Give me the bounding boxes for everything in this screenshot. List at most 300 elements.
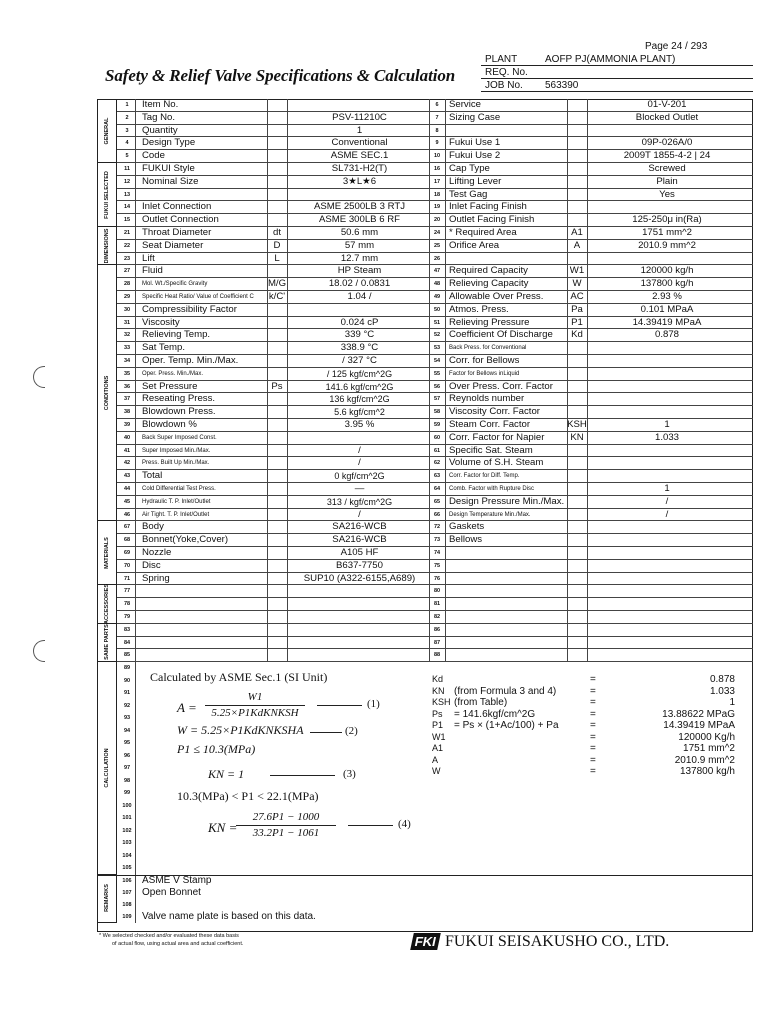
field-value-left: SUP10 (A322-6155,A689) xyxy=(303,572,416,584)
result-value: 14.39419 MPaA xyxy=(663,720,735,732)
field-label-right: Sizing Case xyxy=(449,111,501,123)
field-label-left: Reseating Press. xyxy=(142,393,216,405)
unit-symbol-right: KN xyxy=(570,431,584,443)
field-value-right: Blocked Outlet xyxy=(635,111,699,123)
field-label-left: Nozzle xyxy=(142,547,172,558)
result-equals: = xyxy=(590,766,596,778)
spec-row xyxy=(117,509,753,522)
result-value: 0.878 xyxy=(709,674,735,686)
row-number-right: 60 xyxy=(433,434,441,441)
field-label-left: Disc xyxy=(142,559,161,571)
row-number-right: 82 xyxy=(433,614,441,620)
header-row xyxy=(481,53,753,66)
row-number-right: 66 xyxy=(433,511,441,518)
section-label-text: SAME PARTS xyxy=(103,624,110,661)
field-label-left: Relieving Temp. xyxy=(142,329,211,341)
spec-row xyxy=(117,496,753,509)
field-value-left: 3.95 % xyxy=(344,419,375,430)
field-label-left: Mol. Wt./Specific Gravity xyxy=(142,281,208,288)
row-number-left: 38 xyxy=(123,409,131,416)
field-label-left: Super Imposed Min./Max. xyxy=(142,447,211,454)
formula-5: 10.3(MPa) < P1 < 22.1(MPa) xyxy=(177,789,319,804)
row-number-left: 83 xyxy=(123,626,131,633)
result-value: 1 xyxy=(729,697,735,709)
section-label-materials xyxy=(97,521,117,585)
row-number-right: 61 xyxy=(433,447,441,454)
row-number-right: 20 xyxy=(433,217,441,224)
result-equals: = xyxy=(590,708,596,720)
row-number-left: 14 xyxy=(123,204,131,211)
row-number-right: 88 xyxy=(433,652,441,659)
row-number-left: 37 xyxy=(123,396,131,403)
header-value: 563390 xyxy=(545,80,579,91)
row-number-right: 72 xyxy=(433,524,441,531)
row-number-right: 80 xyxy=(433,588,441,595)
header-key: JOB No. xyxy=(485,80,523,91)
result-note: = 141.6kgf/cm^2G xyxy=(454,708,536,720)
field-value-left: PSV-11210C xyxy=(332,111,387,123)
row-number-right: 51 xyxy=(433,319,441,326)
field-value-left: 0 kgf/cm^2G xyxy=(334,471,385,482)
row-number-right: 8 xyxy=(435,127,439,134)
row-number-left: 45 xyxy=(123,498,131,505)
row-number-right: 6 xyxy=(435,102,439,108)
row-number-right: 55 xyxy=(433,370,441,377)
spec-row xyxy=(117,368,753,381)
field-label-left: Cold Differential Test Press. xyxy=(142,486,216,492)
footnote-line-2: of actual flow, using actual area and actual coefficient. xyxy=(112,941,244,947)
formula-6-leader xyxy=(348,825,393,826)
field-value-right: 09P-026A/0 xyxy=(641,137,693,149)
row-number-left: 69 xyxy=(123,550,131,556)
field-label-right: Service xyxy=(449,99,481,110)
spec-row xyxy=(117,534,753,547)
field-label-right: Volume of S.H. Steam xyxy=(449,457,544,469)
field-value-left: ASME 2500LB 3 RTJ xyxy=(313,201,405,213)
field-label-right: Over Press. Corr. Factor xyxy=(449,380,553,392)
result-symbol: A xyxy=(432,754,439,765)
field-value-right: 0.878 xyxy=(654,329,679,341)
spec-row xyxy=(117,624,753,637)
field-value-right: 1751 mm^2 xyxy=(642,227,692,238)
row-number-right: 62 xyxy=(433,460,441,467)
result-equals: = xyxy=(590,743,596,755)
header-info-box xyxy=(481,53,753,92)
spec-row xyxy=(117,201,753,214)
formula-lhs: A = xyxy=(177,700,197,716)
section-label-text: ACCESSORIES xyxy=(103,584,110,625)
field-value-left: 0.024 cP xyxy=(340,316,379,328)
field-label-left: Viscosity xyxy=(142,316,180,328)
row-number-right: 86 xyxy=(433,626,441,633)
row-number-right: 7 xyxy=(435,114,439,121)
row-number-left: 11 xyxy=(124,166,130,172)
field-value-left: 18.02 / 0.0831 xyxy=(328,278,391,290)
page-number: Page 24 / 293 xyxy=(645,41,708,52)
row-number-left: 84 xyxy=(123,639,131,646)
spec-row xyxy=(117,265,753,278)
result-symbol: P1 xyxy=(432,720,444,731)
field-value-right: 2.93 % xyxy=(652,291,682,302)
unit-symbol-right: A xyxy=(573,239,581,251)
result-value: 2010.9 mm^2 xyxy=(674,754,735,766)
field-label-right: Design Pressure Min./Max. xyxy=(449,495,565,507)
spec-row xyxy=(117,611,753,624)
field-value-right: / xyxy=(665,508,669,520)
result-value: 13.88622 MPaG xyxy=(662,708,735,720)
field-label-left: Inlet Connection xyxy=(142,201,212,213)
row-number-right: 18 xyxy=(433,191,441,198)
unit-symbol-left: dt xyxy=(272,227,281,238)
row-number-right: 75 xyxy=(433,562,441,569)
remark-text: Open Bonnet xyxy=(142,886,201,898)
column-divider xyxy=(287,99,288,662)
row-number-right: 59 xyxy=(433,422,441,428)
calc-row-number: 97 xyxy=(123,765,131,772)
field-value-left: HP Steam xyxy=(337,265,382,277)
spec-row xyxy=(117,483,753,496)
result-equals: = xyxy=(590,731,596,743)
result-note: (from Formula 3 and 4) xyxy=(454,685,557,697)
unit-symbol-right: Pa xyxy=(571,303,583,315)
row-number-left: 28 xyxy=(123,281,131,288)
company-brand xyxy=(412,933,669,951)
field-label-right: Atmos. Press. xyxy=(449,303,509,315)
section-label-dimensions xyxy=(97,227,117,265)
field-label-left: Bonnet(Yoke,Cover) xyxy=(142,534,229,546)
field-value-left: ASME SEC.1 xyxy=(330,150,389,162)
result-symbol: KN xyxy=(432,685,445,696)
field-value-left: SA216-WCB xyxy=(332,521,387,533)
field-label-left: Compressibility Factor xyxy=(142,303,237,315)
formula-tag: (2) xyxy=(345,725,358,738)
result-equals: = xyxy=(590,697,596,709)
field-label-right: Cap Type xyxy=(449,163,490,174)
formula-1-bar xyxy=(205,705,305,706)
row-number-right: 64 xyxy=(433,486,441,492)
field-label-right: Design Temperature Min./Max. xyxy=(449,511,531,518)
row-number-left: 21 xyxy=(123,230,131,236)
section-label-accessories xyxy=(97,585,117,623)
company-name: FUKUI SEISAKUSHO CO., LTD. xyxy=(444,933,670,950)
field-label-left: Total xyxy=(142,470,163,482)
spec-row xyxy=(117,278,753,291)
row-number-left: 15 xyxy=(123,217,131,224)
field-label-left: Nominal Size xyxy=(142,175,199,187)
row-number-left: 85 xyxy=(123,652,131,659)
section-label-text: MATERIALS xyxy=(103,537,110,569)
result-symbol: W xyxy=(432,766,441,777)
calc-row-number: 94 xyxy=(123,727,131,734)
section-label-conditions xyxy=(97,265,117,521)
field-value-right: 01-V-201 xyxy=(647,99,687,110)
row-number-left: 22 xyxy=(123,242,131,249)
row-number-left: 33 xyxy=(123,345,131,352)
header-row xyxy=(481,79,753,92)
section-label-text: CONDITIONS xyxy=(103,375,110,411)
remark-number: 106 xyxy=(122,877,132,884)
row-number-right: 54 xyxy=(433,358,441,364)
unit-symbol-right: W xyxy=(572,278,582,290)
row-number-left: 32 xyxy=(123,332,131,339)
result-symbol: Ps xyxy=(432,708,443,719)
field-value-left: 12.7 mm xyxy=(340,252,379,264)
formula-tag: (4) xyxy=(398,818,411,831)
row-number-right: 53 xyxy=(433,345,441,352)
calc-row-number: 100 xyxy=(122,802,132,809)
header-key: PLANT xyxy=(485,54,518,65)
field-value-right: 2009T 1855-4-2 | 24 xyxy=(623,150,711,162)
spec-row xyxy=(117,240,753,253)
field-label-left: Set Pressure xyxy=(142,380,198,392)
spec-row xyxy=(117,150,753,163)
field-label-right: Factor for Bellows inLiquid xyxy=(449,370,520,377)
calc-row-number: 96 xyxy=(123,752,131,759)
field-value-right: 120000 kg/h xyxy=(640,265,694,277)
field-value-right: Plain xyxy=(656,175,678,187)
formula-4: KN = 1 xyxy=(208,767,245,782)
remark-number: 107 xyxy=(122,889,132,896)
calc-row-number: 101 xyxy=(122,815,132,822)
row-number-left: 67 xyxy=(123,524,131,531)
row-number-left: 5 xyxy=(125,153,129,160)
document-title: Safety & Relief Valve Specifications & Calculation xyxy=(105,66,456,85)
spec-row xyxy=(117,189,753,202)
result-equals: = xyxy=(590,720,596,732)
remark-number: 108 xyxy=(122,901,132,908)
field-label-right: Coefficient Of Discharge xyxy=(449,329,553,341)
row-number-left: 41 xyxy=(123,447,131,454)
field-value-right: 1 xyxy=(664,419,670,430)
unit-symbol-right: W1 xyxy=(569,265,585,277)
row-number-left: 29 xyxy=(123,294,131,300)
row-number-left: 2 xyxy=(125,114,129,121)
row-number-left: 43 xyxy=(123,473,131,480)
calc-row-number: 93 xyxy=(123,715,131,722)
field-value-right: 137800 kg/h xyxy=(640,278,694,290)
field-label-left: Lift xyxy=(142,252,155,264)
row-number-left: 4 xyxy=(125,140,129,147)
field-label-right: Viscosity Corr. Factor xyxy=(449,406,540,418)
unit-symbol-right: AC xyxy=(570,291,584,302)
row-number-right: 74 xyxy=(433,550,441,556)
field-value-right: / xyxy=(665,495,669,507)
calc-row-number: 90 xyxy=(123,677,131,684)
spec-row xyxy=(117,253,753,266)
field-label-left: Spring xyxy=(142,572,170,584)
result-symbol: KSH xyxy=(432,697,451,708)
formula-lhs: KN = xyxy=(208,820,238,836)
section-label-calculation xyxy=(97,662,117,875)
field-label-right: Specific Sat. Steam xyxy=(449,444,533,456)
footnote-line-1: * We selected checked and/or evaluated these data basis xyxy=(99,933,239,939)
section-label-text: DIMENSIONS xyxy=(103,228,110,264)
section-label-same-parts xyxy=(97,624,117,662)
row-number-left: 46 xyxy=(123,511,131,518)
fki-logo: FKI xyxy=(410,933,441,950)
spec-row xyxy=(117,112,753,125)
row-number-left: 27 xyxy=(123,268,131,275)
field-value-right: 1 xyxy=(664,483,670,494)
formula-1-leader xyxy=(317,705,362,706)
field-label-left: Sat Temp. xyxy=(142,342,186,354)
spec-row xyxy=(117,163,753,176)
field-value-left: / xyxy=(358,508,361,520)
field-value-left: 339 °C xyxy=(344,329,375,341)
unit-symbol-right: KSH xyxy=(567,419,587,430)
row-number-left: 44 xyxy=(123,486,131,492)
row-number-left: 3 xyxy=(125,127,129,134)
row-number-right: 63 xyxy=(433,473,441,480)
spec-row xyxy=(117,649,753,662)
field-label-right: Relieving Pressure xyxy=(449,316,530,328)
result-value: 120000 Kg/h xyxy=(678,731,735,743)
spec-row xyxy=(117,598,753,611)
spec-row xyxy=(117,637,753,650)
field-value-right: 14.39419 MPaA xyxy=(632,316,702,328)
spec-row xyxy=(117,304,753,317)
field-label-left: Design Type xyxy=(142,137,196,149)
calc-row-number: 103 xyxy=(122,840,132,847)
field-label-left: Tag No. xyxy=(142,111,176,123)
formula-tag: (1) xyxy=(367,698,380,711)
field-value-right: 2010.9 mm^2 xyxy=(638,239,696,251)
row-number-right: 9 xyxy=(435,140,439,147)
row-number-left: 31 xyxy=(123,319,131,326)
row-number-right: 16 xyxy=(433,166,441,172)
row-number-left: 42 xyxy=(123,460,131,467)
formula-6-bar xyxy=(236,825,336,826)
formula-denominator: 5.25×P1KdKNKSH xyxy=(211,707,299,720)
row-number-right: 87 xyxy=(433,639,441,646)
section-label-general xyxy=(97,99,117,163)
spec-row xyxy=(117,406,753,419)
field-label-right: Inlet Facing Finish xyxy=(449,201,527,213)
result-note: = Ps × (1+Ac/100) + Pa xyxy=(454,720,559,732)
header-key: REQ. No. xyxy=(485,67,528,78)
calc-row-number: 91 xyxy=(123,690,131,697)
field-value-left: ASME 300LB 6 RF xyxy=(318,214,401,226)
field-label-right: Required Capacity xyxy=(449,265,528,277)
spec-row xyxy=(117,445,753,458)
field-label-right: Test Gag xyxy=(449,188,488,200)
calc-row-number: 102 xyxy=(122,827,132,834)
unit-symbol-left: M/G xyxy=(267,278,287,290)
row-number-left: 40 xyxy=(123,434,131,441)
row-number-right: 25 xyxy=(433,242,441,249)
row-number-left: 34 xyxy=(123,358,131,364)
calc-row-number: 92 xyxy=(123,702,131,709)
section-label-remarks xyxy=(97,875,117,923)
remark-text: Valve name plate is based on this data. xyxy=(142,910,316,922)
calc-row-number: 98 xyxy=(123,777,131,784)
row-number-left: 77 xyxy=(123,588,131,595)
column-divider xyxy=(567,99,568,662)
field-value-left: / 125 kgf/cm^2G xyxy=(326,368,393,379)
field-label-right: Fukui Use 1 xyxy=(449,137,501,149)
header-value: AOFP PJ(AMMONIA PLANT) xyxy=(545,54,676,65)
spec-row xyxy=(117,432,753,445)
field-label-right: * Required Area xyxy=(449,227,517,238)
field-value-right: 1.033 xyxy=(654,431,679,443)
section-label-fukui-selected xyxy=(97,163,117,227)
result-symbol: W1 xyxy=(432,731,446,742)
field-value-left: 3★L★6 xyxy=(342,175,377,187)
field-value-left: — xyxy=(354,483,365,494)
spec-row xyxy=(117,573,753,586)
calc-row-number: 89 xyxy=(123,665,131,672)
result-equals: = xyxy=(590,754,596,766)
spec-row xyxy=(117,560,753,573)
field-label-left: Code xyxy=(142,150,165,162)
section-label-text: FUKUI SELECTED xyxy=(103,170,110,219)
field-label-right: Outlet Facing Finish xyxy=(449,214,535,226)
formula-2: W = 5.25×P1KdKNKSHA xyxy=(177,723,304,738)
spec-row xyxy=(117,99,753,112)
unit-symbol-left: L xyxy=(274,252,280,264)
row-number-left: 30 xyxy=(123,306,131,313)
field-label-right: Lifting Lever xyxy=(449,175,502,187)
formula-denominator: 33.2P1 − 1061 xyxy=(252,827,320,840)
formula-numerator: W1 xyxy=(247,691,263,704)
field-value-right: 125-250μ in(Ra) xyxy=(632,214,702,226)
result-symbol: A1 xyxy=(432,743,444,754)
field-label-left: Item No. xyxy=(142,99,179,110)
field-label-left: Oper. Temp. Min./Max. xyxy=(142,355,239,366)
field-label-right: Allowable Over Press. xyxy=(449,291,544,302)
field-value-left: 136 kgf/cm^2G xyxy=(329,394,390,405)
calc-row-number: 95 xyxy=(123,740,131,747)
calc-heading: Calculated by ASME Sec.1 (SI Unit) xyxy=(150,670,328,685)
row-number-right: 50 xyxy=(433,306,441,313)
field-value-left: 313 / kgf/cm^2G xyxy=(326,496,393,507)
row-number-right: 17 xyxy=(433,178,441,185)
row-number-left: 12 xyxy=(123,178,131,185)
row-number-right: 26 xyxy=(433,255,441,262)
field-label-right: Steam Corr. Factor xyxy=(449,419,531,430)
field-label-right: Fukui Use 2 xyxy=(449,150,501,162)
row-number-left: 1 xyxy=(125,102,129,108)
field-value-left: 5.6 kgf/cm^2 xyxy=(334,407,385,418)
column-divider xyxy=(445,99,446,662)
row-number-left: 36 xyxy=(123,383,131,390)
unit-symbol-left: Ps xyxy=(271,380,283,392)
unit-symbol-right: P1 xyxy=(571,316,583,328)
formula-4-leader xyxy=(270,775,335,776)
remark-text: ASME V Stamp xyxy=(142,874,212,886)
calc-row-number: 104 xyxy=(122,852,132,859)
row-number-left: 68 xyxy=(123,537,131,544)
field-label-right: Corr. Factor for Diff. Temp. xyxy=(449,473,520,480)
row-number-left: 70 xyxy=(123,562,131,569)
row-number-right: 24 xyxy=(433,230,441,236)
spec-row xyxy=(117,585,753,598)
unit-symbol-left: D xyxy=(273,239,281,251)
field-label-left: Blowdown % xyxy=(142,419,197,430)
row-number-left: 23 xyxy=(123,255,131,262)
result-symbol: Kd xyxy=(432,674,444,685)
field-value-right: Yes xyxy=(659,188,675,200)
row-number-right: 73 xyxy=(433,537,441,544)
field-value-left: 50.6 mm xyxy=(340,227,379,238)
result-note: (from Table) xyxy=(454,697,508,709)
field-label-left: Throat Diameter xyxy=(142,227,212,238)
spec-row xyxy=(117,291,753,304)
field-label-right: Corr. Factor for Napier xyxy=(449,431,545,443)
field-value-right: 0.101 MPaA xyxy=(640,303,694,315)
remark-number: 109 xyxy=(122,913,132,920)
spec-row xyxy=(117,547,753,560)
